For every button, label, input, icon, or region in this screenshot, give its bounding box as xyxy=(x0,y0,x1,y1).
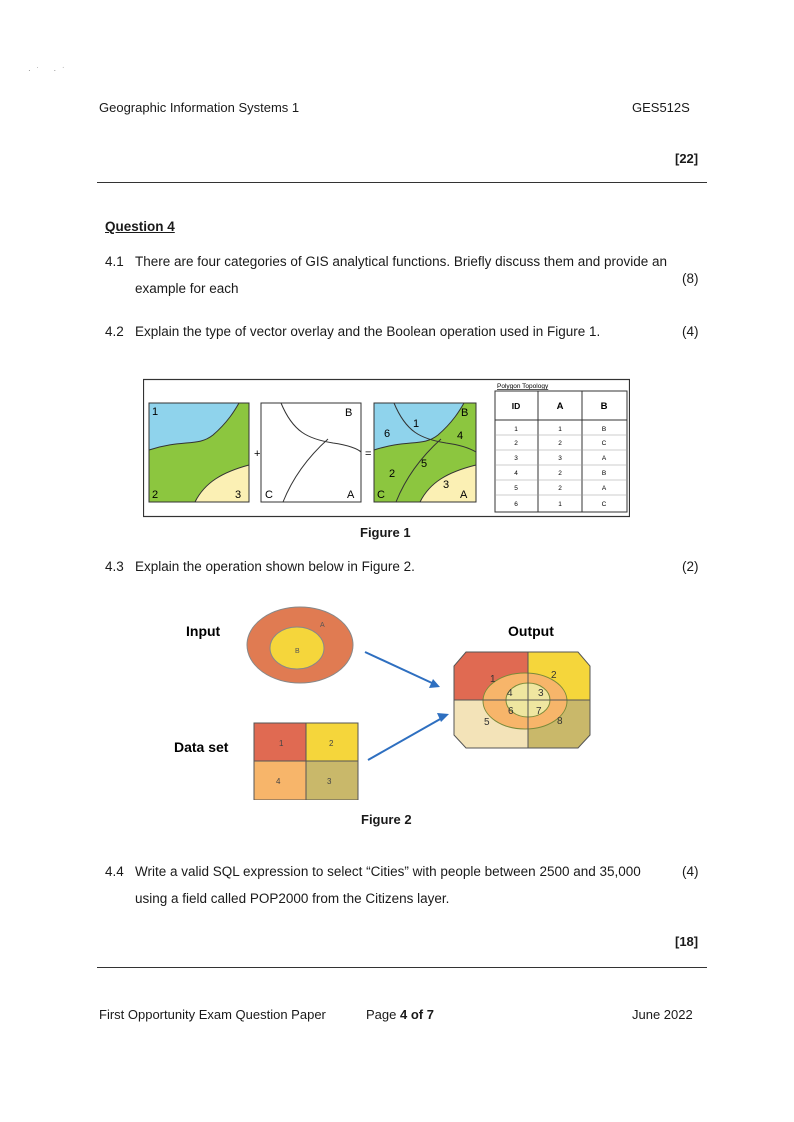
question-number: 4.4 xyxy=(105,864,124,879)
question-title: Question 4 xyxy=(105,219,175,234)
output-overlay-map xyxy=(374,403,476,502)
map-2-label: C xyxy=(265,489,273,501)
map-3-label: 4 xyxy=(457,430,464,442)
output-cell-label: 4 xyxy=(507,688,513,699)
question-number: 4.3 xyxy=(105,559,124,574)
table-cell: B xyxy=(601,426,607,433)
question-text-line: Write a valid SQL expression to select “Cities” with people between 2500 and 35,000 xyxy=(135,864,641,879)
table-header: B xyxy=(600,401,608,412)
map-2-label: B xyxy=(345,407,353,419)
question-text-line: There are four categories of GIS analytical functions. Briefly discuss them and provide an xyxy=(135,254,668,269)
map-3-label: 5 xyxy=(421,458,428,470)
output-cell-label: 2 xyxy=(551,670,557,681)
table-cell: 4 xyxy=(514,470,518,477)
grid-cell-label: 3 xyxy=(327,777,332,786)
map-3-label: B xyxy=(461,407,469,419)
footer-page-number xyxy=(366,1007,434,1023)
map-3-label: 3 xyxy=(443,479,450,491)
grid-cell-label: 4 xyxy=(276,777,281,786)
map-3-label: 6 xyxy=(384,428,391,440)
map-3-label: C xyxy=(377,489,385,501)
bottom-divider xyxy=(97,967,707,968)
table-cell: 2 xyxy=(558,470,562,477)
table-cell: A xyxy=(601,485,607,492)
question-text-line: example for each xyxy=(135,281,239,296)
output-cell-label: 8 xyxy=(557,716,563,727)
dataset-label: Data set xyxy=(174,739,229,755)
map-3-label: 1 xyxy=(413,418,420,430)
map-3-label: A xyxy=(460,489,468,501)
plus-operator: + xyxy=(254,448,261,460)
page-value: 4 of 7 xyxy=(399,1007,434,1022)
output-cell-label: 1 xyxy=(490,674,496,685)
table-cell: A xyxy=(601,455,607,462)
figure-2-caption: Figure 2 xyxy=(361,812,412,827)
question-marks: (8) xyxy=(682,271,699,286)
question-total-marks: [18] xyxy=(675,934,699,949)
map-1-label: 2 xyxy=(152,489,159,501)
table-cell: 1 xyxy=(514,426,518,433)
output-map xyxy=(454,652,590,748)
table-cell: C xyxy=(601,501,607,508)
question-text-line: Explain the operation shown below in Figure 2. xyxy=(135,559,415,574)
page-prefix: Page xyxy=(366,1007,400,1022)
polygon-topology-table xyxy=(495,383,627,512)
map-1-label: 3 xyxy=(235,489,242,501)
overlay-line-map xyxy=(261,403,361,502)
map-3-label: 2 xyxy=(389,468,396,480)
input-polygon-label: A xyxy=(320,622,325,629)
figure-1-overlay-diagram xyxy=(143,377,630,518)
header-course-title: Geographic Information Systems 1 xyxy=(99,100,300,115)
output-cell-label: 5 xyxy=(484,717,490,728)
grid-cell-label: 2 xyxy=(329,739,334,748)
table-cell: 5 xyxy=(514,485,518,492)
table-cell: 2 xyxy=(514,440,518,447)
table-cell: 1 xyxy=(558,501,562,508)
question-number: 4.2 xyxy=(105,324,124,339)
output-cell-label: 3 xyxy=(538,688,544,699)
input-label: Input xyxy=(186,623,221,639)
table-cell: 6 xyxy=(514,501,518,508)
table-cell: 2 xyxy=(558,485,562,492)
map-1-label: 1 xyxy=(152,406,159,418)
question-marks: (2) xyxy=(682,559,699,574)
table-cell: 1 xyxy=(558,426,562,433)
footer-date: June 2022 xyxy=(632,1007,693,1022)
input-polygon-label: B xyxy=(295,648,300,655)
question-number: 4.1 xyxy=(105,254,124,269)
output-cell-label: 6 xyxy=(508,706,514,717)
output-cell-label: 7 xyxy=(536,706,542,717)
question-marks: (4) xyxy=(682,324,699,339)
question-text-line: using a field called POP2000 from the Citizens layer. xyxy=(135,891,450,906)
map-2-label: A xyxy=(347,489,355,501)
figure-2-identity-diagram xyxy=(170,600,600,800)
footer-paper-title: First Opportunity Exam Question Paper xyxy=(99,1007,326,1022)
scan-specks: ·˙ ·˙ xyxy=(28,66,71,75)
header-course-code: GES512S xyxy=(632,100,690,115)
table-header: A xyxy=(556,401,564,412)
top-divider xyxy=(97,182,707,183)
table-cell: 2 xyxy=(558,440,562,447)
table-cell: 3 xyxy=(558,455,562,462)
figure-1-caption: Figure 1 xyxy=(360,525,411,540)
grid-cell-label: 1 xyxy=(279,739,284,748)
previous-question-total-marks: [22] xyxy=(675,151,699,166)
table-cell: 3 xyxy=(514,455,518,462)
table-header: ID xyxy=(511,401,521,411)
input-polygon-map xyxy=(149,403,249,502)
question-marks: (4) xyxy=(682,864,699,879)
output-label: Output xyxy=(508,623,554,639)
table-title: Polygon Topology xyxy=(497,383,549,390)
equals-operator: = xyxy=(365,448,372,460)
table-cell: C xyxy=(601,440,607,447)
table-cell: B xyxy=(601,470,607,477)
question-text-line: Explain the type of vector overlay and the Boolean operation used in Figure 1. xyxy=(135,324,601,339)
